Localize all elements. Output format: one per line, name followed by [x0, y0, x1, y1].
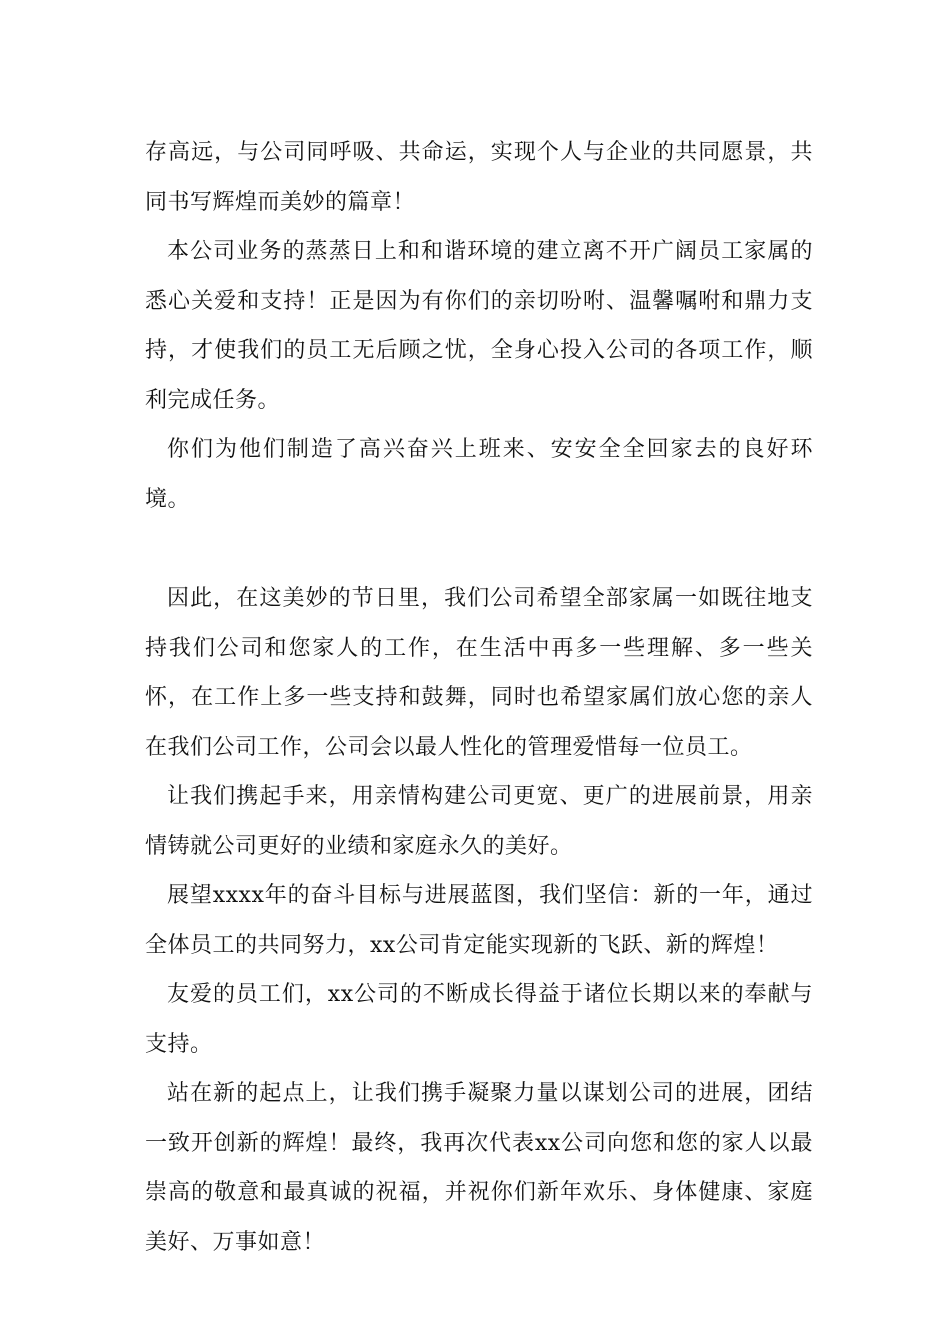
paragraph-4: 因此，在这美妙的节日里，我们公司希望全部家属一如既往地支持我们公司和您家人的工作，在生活中再多一些理解、多一些关怀，在工作上多一些支持和鼓舞，同时也希望家属们放心您的亲人在我们公司工作，公司会以最人性化的管理爱惜每一位员工。: [145, 586, 813, 760]
paragraph-6: 展望xxxx年的奋斗目标与进展蓝图，我们坚信：新的一年，通过全体员工的共同努力，xx公司肯定能实现新的飞跃、新的辉煌！: [145, 883, 813, 958]
paragraph-spacer: [145, 524, 813, 574]
paragraph-7: 友爱的员工们，xx公司的不断成长得益于诸位长期以来的奉献与支持。: [145, 982, 813, 1057]
paragraph-2: 本公司业务的蒸蒸日上和和谐环境的建立离不开广阔员工家属的悉心关爱和支持！正是因为有你们的亲切吩咐、温馨嘱咐和鼎力支持，才使我们的员工无后顾之忧，全身心投入公司的各项工作，顺利完成任务。: [145, 239, 813, 413]
document-body: [145, 128, 813, 1267]
paragraph-3: 你们为他们制造了高兴奋兴上班来、安安全全回家去的良好环境。: [145, 437, 813, 512]
paragraph-5: 让我们携起手来，用亲情构建公司更宽、更广的进展前景，用亲情铸就公司更好的业绩和家庭永久的美好。: [145, 784, 813, 859]
paragraph-1: 存高远，与公司同呼吸、共命运，实现个人与企业的共同愿景，共同书写辉煌而美妙的篇章！: [145, 140, 813, 215]
paragraph-8: 站在新的起点上，让我们携手凝聚力量以谋划公司的进展，团结一致开创新的辉煌！最终，我再次代表xx公司向您和您的家人以最崇高的敬意和最真诚的祝福，并祝你们新年欢乐、身体健康、家庭美好、万事如意！: [145, 1081, 813, 1255]
